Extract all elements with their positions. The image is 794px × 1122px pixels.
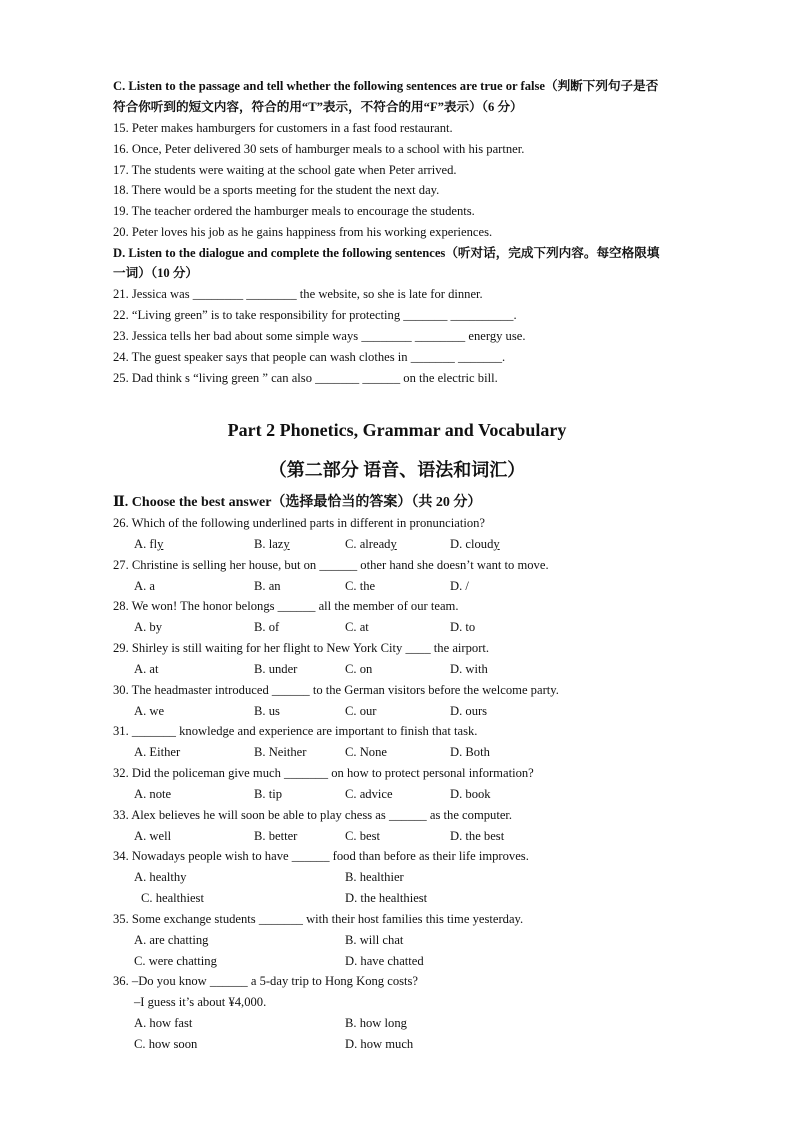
question-34-option-c: C. healthiest [141,891,204,905]
question-34-option-a: A. healthy [134,870,187,884]
question-35-option-a: A. are chatting [134,933,209,947]
question-27-option-a: A. a [134,579,155,593]
question-29-option-b: B. under [254,662,298,676]
section-2-heading: Ⅱ. Choose the best answer（选择最恰当的答案）（共 20 分） [113,495,482,510]
question-28-option-a: A. by [134,620,162,634]
question-36-stem: 36. –Do you know ______ a 5-day trip to Hong Kong costs? [113,974,419,988]
question-34-option-d: D. the healthiest [345,891,428,905]
question-32-option-b: B. tip [254,787,282,801]
question-24: 24. The guest speaker says that people can wash clothes in _______ _______. [113,350,506,364]
question-27-stem: 27. Christine is selling her house, but on ______ other hand she doesn’t want to move. [113,558,549,572]
question-27-option-d: D. / [450,579,469,593]
question-33-option-b: B. better [254,829,298,843]
question-36-option-d: D. how much [345,1037,414,1051]
question-28-option-c: C. at [345,620,369,634]
question-25: 25. Dad think s “living green ” can also _______ ______ on the electric bill. [113,371,498,385]
question-34-option-b: B. healthier [345,870,404,884]
question-33-option-a: A. well [134,829,172,843]
question-30-option-d: D. ours [450,704,488,718]
part2-title: Part 2 Phonetics, Grammar and Vocabulary [227,420,567,440]
section-d-heading-line1: D. Listen to the dialogue and complete the following sentences（听对话，完成下列内容。每空格限填 [113,246,660,260]
question-35-option-d: D. have chatted [345,954,424,968]
question-31-stem: 31. _______ knowledge and experience are important to finish that task. [113,724,478,738]
question-30-option-b: B. us [254,704,280,718]
question-23: 23. Jessica tells her bad about some simple ways ________ ________ energy use. [113,329,526,343]
question-31-option-a: A. Either [134,745,181,759]
question-26-option-a: A. fly [134,537,164,551]
question-33-option-c: C. best [345,829,380,843]
question-27-option-c: C. the [345,579,376,593]
question-29-stem: 29. Shirley is still waiting for her flight to New York City ____ the airport. [113,641,490,655]
question-28-stem: 28. We won! The honor belongs ______ all the member of our team. [113,599,459,613]
question-32-option-a: A. note [134,787,172,801]
question-32-option-c: C. advice [345,787,393,801]
question-18: 18. There would be a sports meeting for the student the next day. [113,183,440,197]
question-32-option-d: D. book [450,787,491,801]
question-21: 21. Jessica was ________ ________ the website, so she is late for dinner. [113,287,483,301]
question-35-option-c: C. were chatting [134,954,217,968]
question-31-option-c: C. None [345,745,387,759]
question-29-option-a: A. at [134,662,159,676]
question-26-option-d: D. cloudy [450,537,500,551]
question-30-option-a: A. we [134,704,165,718]
part2-subtitle: （第二部分 语音、语法和词汇） [268,460,526,480]
question-20: 20. Peter loves his job as he gains happiness from his working experiences. [113,225,493,239]
question-35-option-b: B. will chat [345,933,404,947]
question-29-option-d: D. with [450,662,488,676]
question-36-option-a: A. how fast [134,1016,193,1030]
question-26-stem: 26. Which of the following underlined parts in different in pronunciation? [113,516,486,530]
question-26-option-b: B. lazy [254,537,290,551]
section-c-heading-line2: 符合你听到的短文内容，符合的用“T”表示，不符合的用“F”表示）（6 分） [113,100,523,114]
section-c-heading-line1: C. Listen to the passage and tell whether the following sentences are true or false（判断下列句子是否 [113,79,659,93]
question-33-stem: 33. Alex believes he will soon be able to play chess as ______ as the computer. [113,808,513,822]
question-34-stem: 34. Nowadays people wish to have ______ food than before as their life improves. [113,849,529,863]
question-22: 22. “Living green” is to take responsibility for protecting _______ __________. [113,308,517,322]
question-31-option-b: B. Neither [254,745,307,759]
question-36-option-b: B. how long [345,1016,407,1030]
question-30-stem: 30. The headmaster introduced ______ to the German visitors before the welcome party. [113,683,559,697]
question-36-reply: –I guess it’s about ¥4,000. [134,995,267,1009]
question-16: 16. Once, Peter delivered 30 sets of hamburger meals to a school with his partner. [113,142,525,156]
question-30-option-c: C. our [345,704,377,718]
question-28-option-d: D. to [450,620,476,634]
question-26-option-c: C. already [345,537,397,551]
section-d-heading-line2: 一词）（10 分） [113,266,199,280]
question-32-stem: 32. Did the policeman give much _______ on how to protect personal information? [113,766,534,780]
question-19: 19. The teacher ordered the hamburger meals to encourage the students. [113,204,475,218]
question-36-option-c: C. how soon [134,1037,198,1051]
question-27-option-b: B. an [254,579,281,593]
question-35-stem: 35. Some exchange students _______ with their host families this time yesterday. [113,912,524,926]
question-17: 17. The students were waiting at the school gate when Peter arrived. [113,163,457,177]
question-15: 15. Peter makes hamburgers for customers in a fast food restaurant. [113,121,453,135]
question-28-option-b: B. of [254,620,280,634]
question-31-option-d: D. Both [450,745,490,759]
question-29-option-c: C. on [345,662,373,676]
question-33-option-d: D. the best [450,829,505,843]
